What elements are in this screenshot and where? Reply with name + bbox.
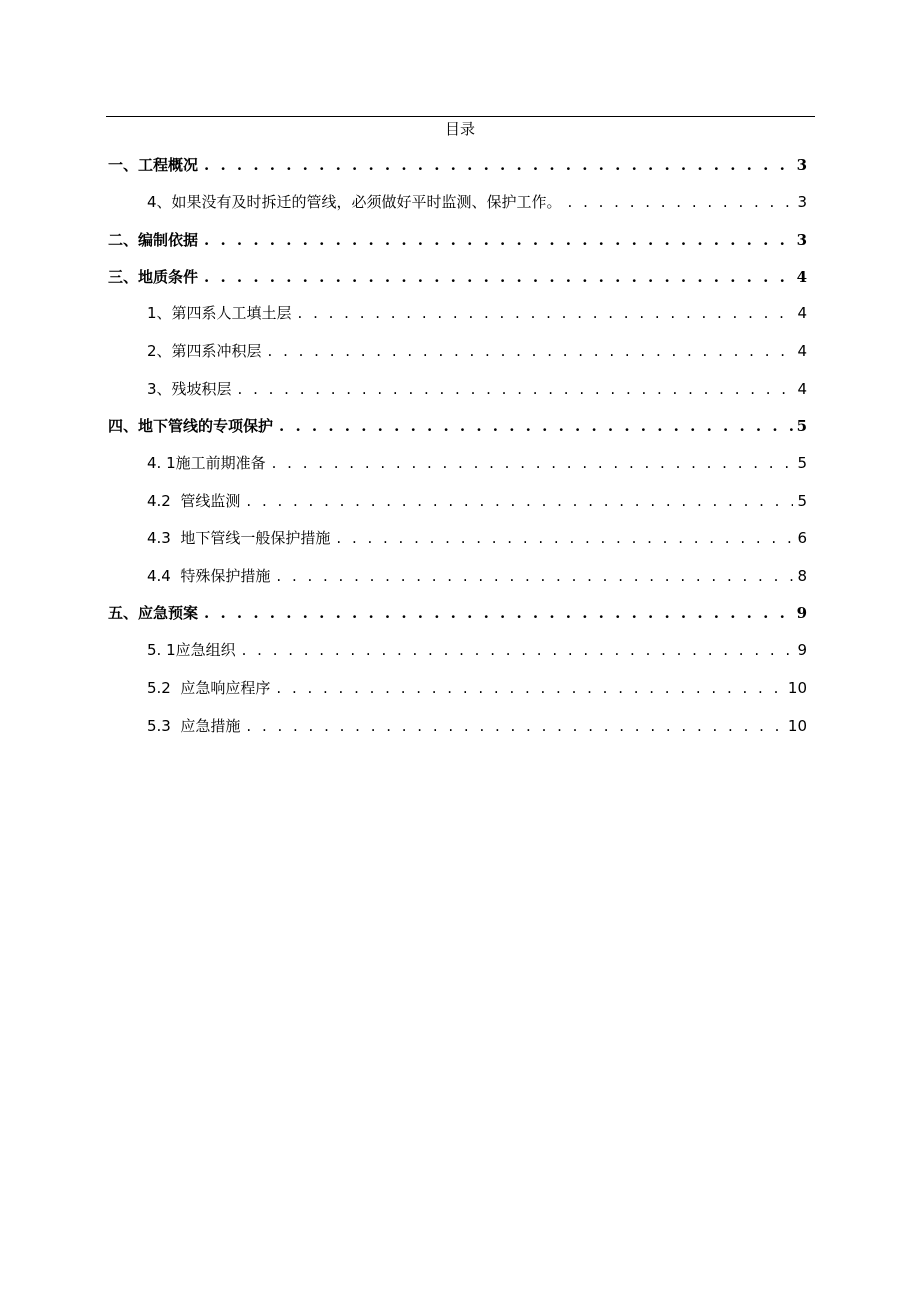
dot-leader bbox=[268, 340, 794, 362]
toc-entry-label: 二、编制依据 bbox=[108, 231, 199, 249]
toc-entry-page: 4 bbox=[796, 268, 807, 286]
toc-entry-page: 9 bbox=[796, 604, 807, 622]
dot-leader bbox=[276, 677, 784, 699]
dot-leader bbox=[279, 415, 793, 437]
toc-entry-page: 9 bbox=[797, 641, 807, 659]
dot-leader bbox=[272, 452, 794, 474]
dot-leader bbox=[276, 565, 793, 587]
dot-leader bbox=[298, 302, 794, 324]
dot-leader bbox=[204, 154, 793, 176]
toc-entry[interactable] bbox=[147, 715, 807, 737]
toc-entry-page: 6 bbox=[797, 529, 807, 547]
dot-leader bbox=[204, 266, 793, 288]
toc-entry[interactable] bbox=[147, 639, 807, 661]
header-rule bbox=[106, 116, 815, 117]
toc-entry[interactable] bbox=[108, 415, 807, 437]
toc-entry-label: 五、应急预案 bbox=[108, 604, 199, 622]
toc-title: 目录 bbox=[444, 120, 475, 138]
toc-entry-label: 1、第四系人工填土层 bbox=[147, 304, 292, 322]
toc-entry[interactable] bbox=[147, 191, 807, 213]
toc-entry-label: 4、如果没有及时拆迁的管线，必须做好平时监测、保护工作。 bbox=[147, 193, 562, 211]
toc-entry-label: 三、地质条件 bbox=[108, 268, 199, 286]
toc-entry-page: 5 bbox=[797, 492, 807, 510]
toc-entry[interactable] bbox=[147, 677, 807, 699]
toc-entry[interactable] bbox=[108, 154, 807, 176]
dot-leader bbox=[568, 191, 794, 213]
toc-entry-page: 8 bbox=[797, 567, 807, 585]
toc-entry-page: 3 bbox=[796, 231, 807, 249]
toc-entry-label: 5.3 应急措施 bbox=[147, 717, 241, 735]
toc-entry[interactable] bbox=[108, 229, 807, 251]
toc-entry[interactable] bbox=[147, 527, 807, 549]
toc-entry-page: 5 bbox=[797, 454, 807, 472]
dot-leader bbox=[204, 229, 793, 251]
toc-entry-page: 4 bbox=[797, 342, 807, 360]
toc-entry-label: 4. 1施工前期准备 bbox=[147, 454, 266, 472]
toc-entry-label: 5.2 应急响应程序 bbox=[147, 679, 271, 697]
toc-entry[interactable] bbox=[147, 378, 807, 400]
toc-entry-label: 5. 1应急组织 bbox=[147, 641, 236, 659]
dot-leader bbox=[246, 490, 793, 512]
toc-entry-label: 4.3 地下管线一般保护措施 bbox=[147, 529, 331, 547]
dot-leader bbox=[246, 715, 784, 737]
toc-entry-label: 4.4 特殊保护措施 bbox=[147, 567, 271, 585]
dot-leader bbox=[336, 527, 793, 549]
toc-entry-label: 2、第四系冲积层 bbox=[147, 342, 262, 360]
toc-entry-label: 3、残坡积层 bbox=[147, 380, 232, 398]
toc-entry[interactable] bbox=[108, 602, 807, 624]
toc-entry[interactable] bbox=[147, 340, 807, 362]
toc-entry-page: 4 bbox=[797, 304, 807, 322]
toc-entry[interactable] bbox=[147, 565, 807, 587]
toc-entry-label: 4.2 管线监测 bbox=[147, 492, 241, 510]
dot-leader bbox=[238, 378, 794, 400]
toc-entry-page: 4 bbox=[797, 380, 807, 398]
toc-entry-page: 5 bbox=[796, 417, 807, 435]
toc-entry-label: 四、地下管线的专项保护 bbox=[108, 417, 274, 435]
toc-entry-page: 3 bbox=[796, 156, 807, 174]
dot-leader bbox=[204, 602, 793, 624]
toc-entry[interactable] bbox=[147, 490, 807, 512]
toc-entry[interactable] bbox=[147, 302, 807, 324]
toc-entry-page: 10 bbox=[787, 717, 807, 735]
toc-entry-label: 一、工程概况 bbox=[108, 156, 199, 174]
toc-entry-page: 3 bbox=[797, 193, 807, 211]
dot-leader bbox=[242, 639, 794, 661]
toc-entry[interactable] bbox=[108, 266, 807, 288]
toc-entry[interactable] bbox=[147, 452, 807, 474]
toc-entry-page: 10 bbox=[787, 679, 807, 697]
